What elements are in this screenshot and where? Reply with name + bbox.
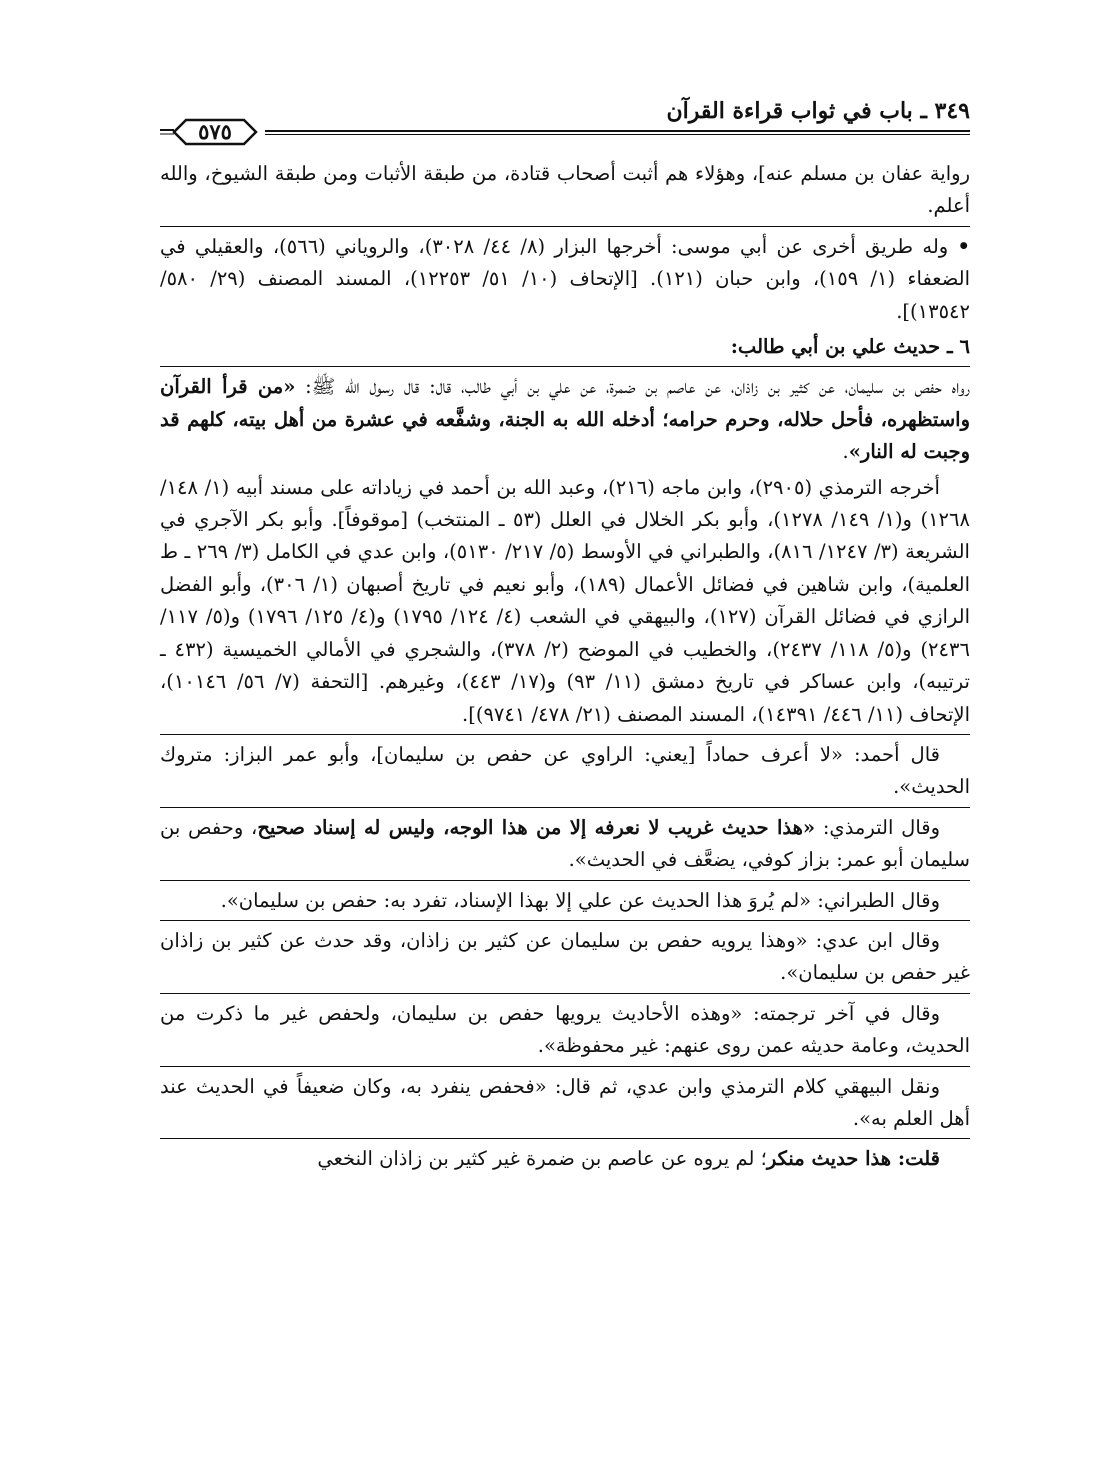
paragraph-abu-musa-route [160, 231, 970, 328]
verdict-bold: قلت: هذا حديث منكر [766, 1147, 940, 1171]
verdict-rest: ؛ لم يروه عن عاصم بن ضمرة غير كثير بن زاذان النخعي [317, 1147, 767, 1171]
paragraph-ibn-adi-quote [160, 925, 970, 990]
paragraph-tabarani-quote [160, 885, 970, 917]
paragraph-text: وله طريق أخرى عن أبي موسى: أخرجها البزار (٨/ ٤٤/ ٣٠٢٨)، والروياني (٥٦٦)، والعقيلي في الضعفاء (١/ ١٥٩)، وابن حبان (١٢١). [الإتحاف (١٠/ ٥١/ ١٢٢٥٣)، المسند المصنف (٢٩/ ٥٨٠/ ١٣٥٤٢)]. [160, 234, 970, 323]
paragraph-text: ونقل البيهقي كلام الترمذي وابن عدي، ثم قال: «فحفص ينفرد به، وكان ضعيفاً في الحديث عند أهل العلم به». [160, 1074, 970, 1130]
paragraph-takhrij [160, 472, 970, 731]
paragraph-continuation [160, 158, 970, 223]
section-divider [160, 1138, 970, 1139]
paragraph-hadith-text [160, 371, 970, 468]
section-divider [160, 880, 970, 881]
heading-text: ٦ ـ حديث علي بن أبي طالب: [730, 335, 970, 359]
paragraph-bayhaqi-quote [160, 1071, 970, 1136]
paragraph-text: رواية عفان بن مسلم عنه]، وهؤلاء هم أثبت أصحاب قتادة، من طبقة الأثبات ومن طبقة الشيوخ، والله أعلم. [160, 162, 970, 218]
hadith-matn: «من قرأ القرآن واستظهره، فأحل حلاله، وحرم حرامه؛ أدخله الله به الجنة، وشفَّعه في عشرة من أهل بيته، كلهم قد وجبت له النار» [160, 375, 970, 464]
paragraph-text: أخرجه الترمذي (٢٩٠٥)، وابن ماجه (٢١٦)، وعبد الله بن أحمد في زياداته على مسند أبيه (١/ ١٤٨/ ١٢٦٨) و(١/ ١٤٩/ ١٢٧٨)، وأبو بكر الخلال في العلل (٥٣ ـ المنتخب) [موقوفاً]. وأبو بكر الآجري في الشريعة (٣/ ١٢٤٧/ ٨١٦)، والطبراني في الأوسط (٥/ ٢١٧/ ٥١٣٠)، وابن عدي في الكامل (٣/ ٢٦٩ ـ ط العلمية)، وابن شاهين في فضائل الأعمال (١٨٩)، وأبو نعيم في تاريخ أصبهان (١/ ٣٠٦)، وأبو الفضل الرازي في فضائل القرآن (١٢٧)، والبيهقي في الشعب (٤/ ١٢٤/ ١٧٩٥) و(٤/ ١٢٥/ ١٧٩٦) و(٥/ ١١٧/ ٢٤٣٦) و(٥/ ١١٨/ ٢٤٣٧)، والخطيب في الموضح (٢/ ٣٧٨)، والشجري في الأمالي الخميسية (٤٣٢ ـ ترتيبه)، وابن عساكر في تاريخ دمشق (١١/ ٩٣) و(١٧/ ٤٤٣)، وغيرهم. [التحفة (٧/ ٥٦/ ١٠١٤٦)، الإتحاف (١١/ ٤٤٦/ ١٤٣٩١)، المسند المصنف (٢١/ ٤٧٨/ ٩٧٤١)]. [160, 475, 971, 726]
paragraph-text: وقال في آخر ترجمته: «وهذه الأحاديث يرويها حفص بن سليمان، ولحفص غير ما ذكرت من الحديث، وعامة حديثه عمن روى عنهم: غير محفوظة». [160, 1001, 970, 1058]
page-header [160, 96, 970, 152]
paragraph-ibn-adi-biography [160, 998, 970, 1063]
section-divider [160, 226, 970, 227]
section-divider [160, 807, 970, 808]
section-divider [160, 366, 970, 367]
section-heading [160, 331, 970, 363]
paragraph-text: وقال الطبراني: «لم يُروَ هذا الحديث عن علي إلا بهذا الإسناد، تفرد به: حفص بن سليمان». [220, 888, 940, 912]
quote-intro: وقال الترمذي: [815, 815, 941, 839]
section-divider [160, 993, 970, 994]
book-page [160, 96, 970, 1179]
paragraph-end: . [842, 440, 849, 464]
page-body [160, 158, 970, 1176]
paragraph-text: قال أحمد: «لا أعرف حماداً [يعني: الراوي عن حفص بن سليمان]، وأبو عمر البزاز: متروك الحديث». [160, 742, 970, 799]
section-divider [160, 1066, 970, 1067]
paragraph-text: وقال ابن عدي: «وهذا يرويه حفص بن سليمان عن كثير بن زاذان، وقد حدث عن كثير بن زاذان غير حفص بن سليمان». [160, 928, 970, 985]
section-divider [160, 734, 970, 735]
quote-bold: «هذا حديث غريب لا نعرفه إلا من هذا الوجه، وليس له إسناد صحيح [257, 815, 816, 839]
section-divider [160, 920, 970, 921]
running-title: ٣٤٩ ـ باب في ثواب قراءة القرآن [666, 98, 970, 124]
page-number: ٥٧٥ [198, 119, 232, 144]
paragraph-ahmad-quote [160, 739, 970, 804]
paragraph-author-verdict [160, 1143, 970, 1175]
bullet-marker: • [957, 234, 970, 258]
header-rule [265, 130, 970, 135]
paragraph-tirmidhi-quote [160, 812, 970, 877]
quote-rest: ، وحفص بن سليمان أبو عمر: بزاز كوفي، يضعَّف في الحديث». [160, 815, 970, 872]
page-number-ornament [160, 114, 270, 150]
isnad-text: رواه حفص بن سليمان، عن كثير بن زاذان، عن عاصم بن ضمرة، عن علي بن أبي طالب، قال: قال رسول الله ﷺ: [295, 375, 970, 399]
